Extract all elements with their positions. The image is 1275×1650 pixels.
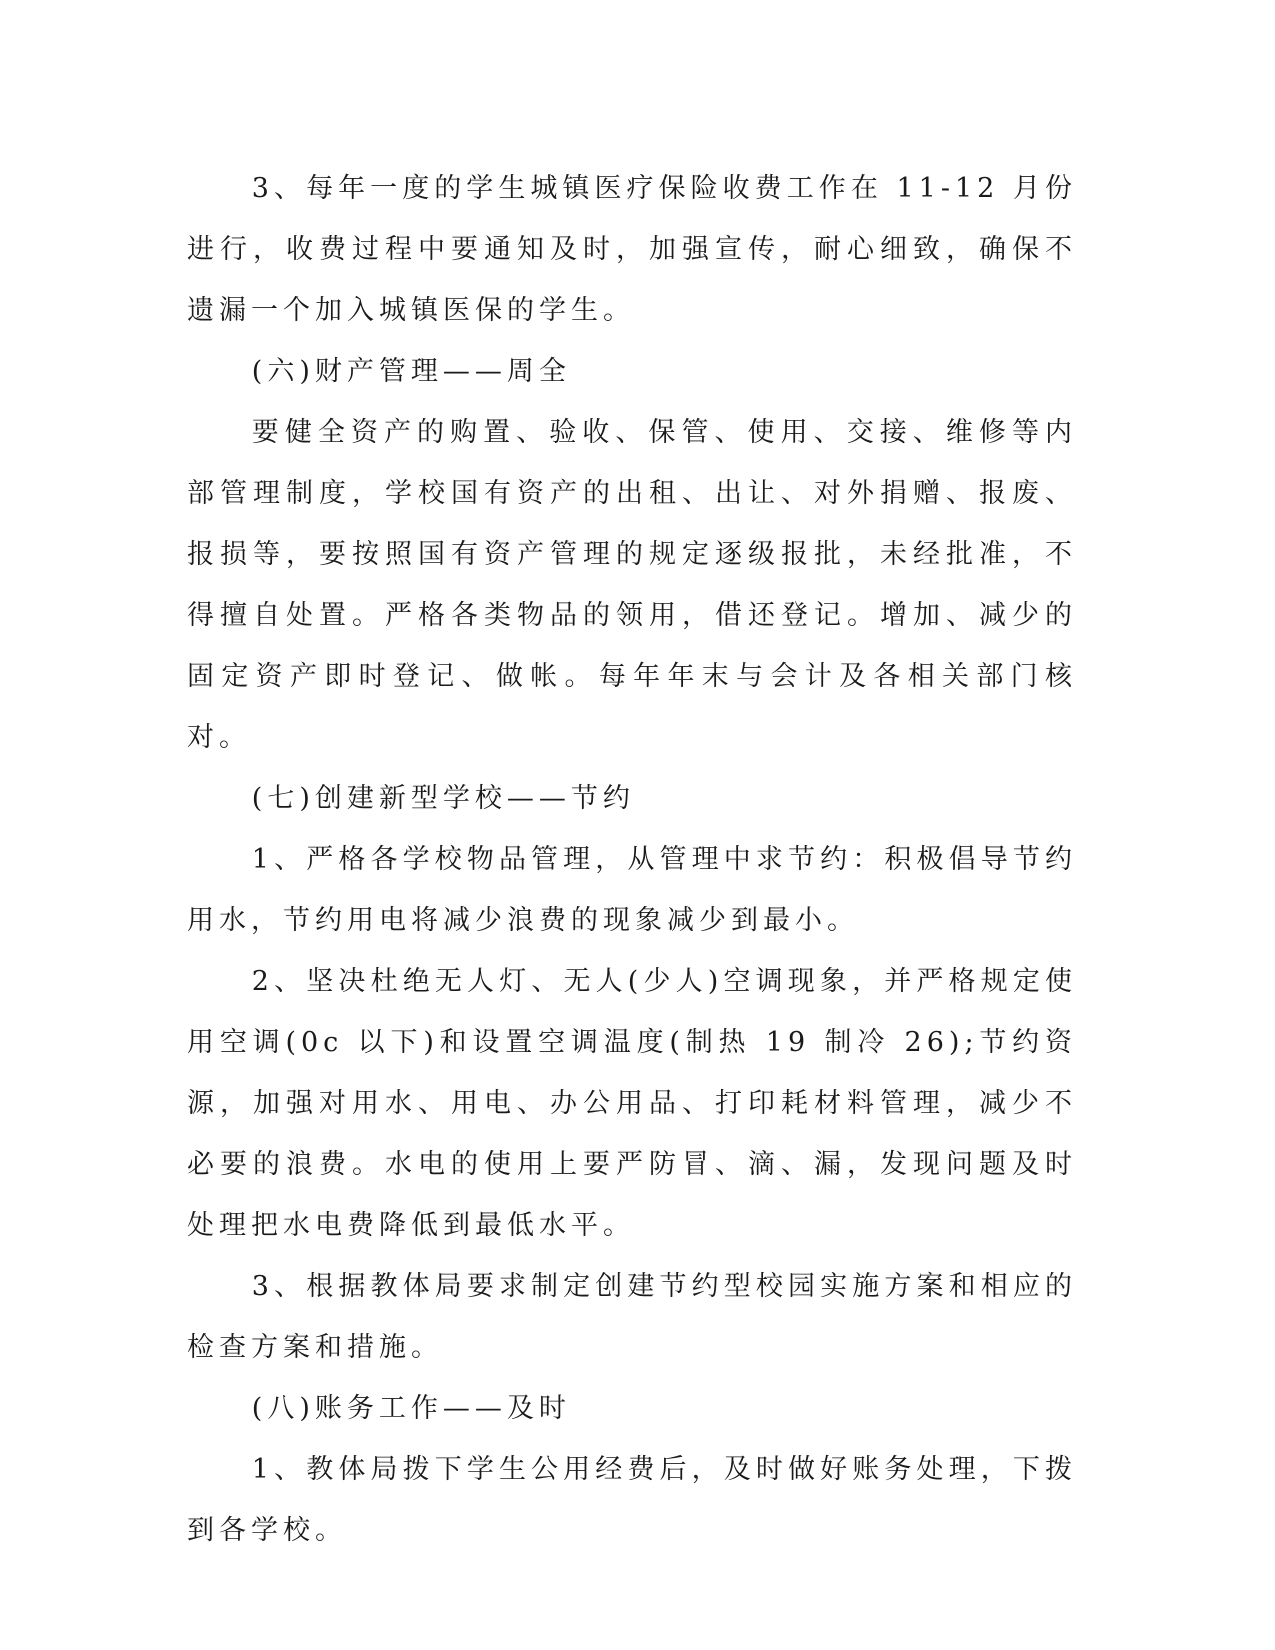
heading-accounting-work: (八)账务工作——及时 [251,1393,571,1424]
paragraph-asset-rules: 要健全资产的购置、验收、保管、使用、交接、维修等内部管理制度，学校国有资产的出租、出让、对外捐赠、报废、报损等，要按照国有资产管理的规定逐级报批，未经批准，不得擅自处置。严格各类物品的领用，借还登记。增加、减少的固定资产即时登记、做帐。每年年末与会计及各相关部门核对。 [187,417,1077,753]
document-body [187,158,1077,1561]
heading-new-school-saving: (七)创建新型学校——节约 [251,783,635,814]
paragraph-medical-insurance-fee: 3、每年一度的学生城镇医疗保险收费工作在 11-12 月份进行，收费过程中要通知及时，加强宣传，耐心细致，确保不遗漏一个加入城镇医保的学生。 [187,173,1077,326]
paragraph-saving-item-2: 2、坚决杜绝无人灯、无人(少人)空调现象，并严格规定使用空调(0c 以下)和设置空调温度(制热 19 制冷 26);节约资源，加强对用水、用电、办公用品、打印耗材料管理，减少不必要的浪费。水电的使用上要严防冒、滴、漏，发现问题及时处理把水电费降低到最低水平。 [187,966,1077,1241]
paragraph-saving-item-1: 1、严格各学校物品管理，从管理中求节约：积极倡导节约用水，节约用电将减少浪费的现象减少到最小。 [187,844,1077,936]
heading-property-management: (六)财产管理——周全 [251,356,571,387]
paragraph-saving-item-3: 3、根据教体局要求制定创建节约型校园实施方案和相应的检查方案和措施。 [187,1271,1077,1363]
paragraph-accounting-item-1: 1、教体局拨下学生公用经费后，及时做好账务处理，下拨到各学校。 [187,1454,1077,1546]
